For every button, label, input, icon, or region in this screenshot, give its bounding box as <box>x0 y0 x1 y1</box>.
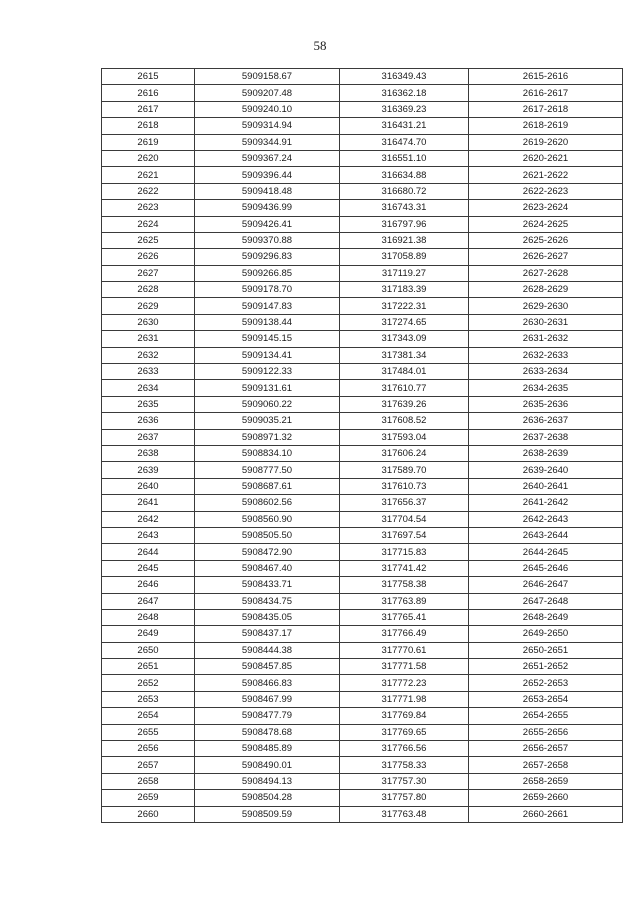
x-coordinate-cell: 5909147.83 <box>195 298 340 314</box>
point-number-cell: 2629 <box>102 298 195 314</box>
table-row <box>102 265 623 281</box>
x-coordinate-cell: 5909145.15 <box>195 331 340 347</box>
y-coordinate-cell: 317639.26 <box>340 396 469 412</box>
x-coordinate-cell: 5908433.71 <box>195 577 340 593</box>
y-coordinate-cell: 317741.42 <box>340 560 469 576</box>
y-coordinate-cell: 317771.98 <box>340 691 469 707</box>
point-number-cell: 2615 <box>102 69 195 85</box>
x-coordinate-cell: 5908971.32 <box>195 429 340 445</box>
table-row <box>102 69 623 85</box>
segment-cell: 2632-2633 <box>469 347 623 363</box>
table-row <box>102 167 623 183</box>
segment-cell: 2627-2628 <box>469 265 623 281</box>
segment-cell: 2654-2655 <box>469 708 623 724</box>
x-coordinate-cell: 5908434.75 <box>195 593 340 609</box>
segment-cell: 2649-2650 <box>469 626 623 642</box>
page-number: 58 <box>313 38 327 53</box>
x-coordinate-cell: 5909035.21 <box>195 413 340 429</box>
segment-cell: 2648-2649 <box>469 609 623 625</box>
point-number-cell: 2652 <box>102 675 195 691</box>
x-coordinate-cell: 5908687.61 <box>195 478 340 494</box>
segment-cell: 2645-2646 <box>469 560 623 576</box>
segment-cell: 2618-2619 <box>469 118 623 134</box>
point-number-cell: 2642 <box>102 511 195 527</box>
table-row <box>102 216 623 232</box>
x-coordinate-cell: 5909370.88 <box>195 232 340 248</box>
point-number-cell: 2656 <box>102 741 195 757</box>
coordinates-table-body <box>102 69 623 823</box>
y-coordinate-cell: 317119.27 <box>340 265 469 281</box>
y-coordinate-cell: 317610.73 <box>340 478 469 494</box>
table-row <box>102 527 623 543</box>
table-row <box>102 298 623 314</box>
x-coordinate-cell: 5909418.48 <box>195 183 340 199</box>
y-coordinate-cell: 317274.65 <box>340 314 469 330</box>
x-coordinate-cell: 5909426.41 <box>195 216 340 232</box>
y-coordinate-cell: 316349.43 <box>340 69 469 85</box>
table-row <box>102 462 623 478</box>
point-number-cell: 2624 <box>102 216 195 232</box>
table-row <box>102 364 623 380</box>
y-coordinate-cell: 317769.65 <box>340 724 469 740</box>
segment-cell: 2630-2631 <box>469 314 623 330</box>
point-number-cell: 2651 <box>102 659 195 675</box>
point-number-cell: 2633 <box>102 364 195 380</box>
y-coordinate-cell: 317715.83 <box>340 544 469 560</box>
table-row <box>102 429 623 445</box>
segment-cell: 2638-2639 <box>469 445 623 461</box>
table-row <box>102 724 623 740</box>
table-row <box>102 560 623 576</box>
y-coordinate-cell: 317769.84 <box>340 708 469 724</box>
x-coordinate-cell: 5908504.28 <box>195 790 340 806</box>
point-number-cell: 2625 <box>102 232 195 248</box>
table-row <box>102 577 623 593</box>
x-coordinate-cell: 5908467.99 <box>195 691 340 707</box>
point-number-cell: 2640 <box>102 478 195 494</box>
table-row <box>102 183 623 199</box>
y-coordinate-cell: 317765.41 <box>340 609 469 625</box>
segment-cell: 2660-2661 <box>469 806 623 822</box>
table-row <box>102 85 623 101</box>
point-number-cell: 2655 <box>102 724 195 740</box>
segment-cell: 2659-2660 <box>469 790 623 806</box>
point-number-cell: 2631 <box>102 331 195 347</box>
segment-cell: 2622-2623 <box>469 183 623 199</box>
segment-cell: 2634-2635 <box>469 380 623 396</box>
x-coordinate-cell: 5909266.85 <box>195 265 340 281</box>
segment-cell: 2623-2624 <box>469 200 623 216</box>
table-row <box>102 134 623 150</box>
y-coordinate-cell: 317763.48 <box>340 806 469 822</box>
point-number-cell: 2626 <box>102 249 195 265</box>
segment-cell: 2624-2625 <box>469 216 623 232</box>
x-coordinate-cell: 5908466.83 <box>195 675 340 691</box>
point-number-cell: 2648 <box>102 609 195 625</box>
y-coordinate-cell: 316474.70 <box>340 134 469 150</box>
point-number-cell: 2632 <box>102 347 195 363</box>
x-coordinate-cell: 5909178.70 <box>195 282 340 298</box>
point-number-cell: 2644 <box>102 544 195 560</box>
point-number-cell: 2654 <box>102 708 195 724</box>
table-row <box>102 232 623 248</box>
table-row <box>102 593 623 609</box>
point-number-cell: 2647 <box>102 593 195 609</box>
point-number-cell: 2645 <box>102 560 195 576</box>
x-coordinate-cell: 5909134.41 <box>195 347 340 363</box>
x-coordinate-cell: 5908477.79 <box>195 708 340 724</box>
table-row <box>102 118 623 134</box>
point-number-cell: 2627 <box>102 265 195 281</box>
table-row <box>102 249 623 265</box>
x-coordinate-cell: 5909207.48 <box>195 85 340 101</box>
y-coordinate-cell: 317758.38 <box>340 577 469 593</box>
y-coordinate-cell: 316369.23 <box>340 101 469 117</box>
x-coordinate-cell: 5908437.17 <box>195 626 340 642</box>
segment-cell: 2635-2636 <box>469 396 623 412</box>
y-coordinate-cell: 317697.54 <box>340 527 469 543</box>
point-number-cell: 2636 <box>102 413 195 429</box>
x-coordinate-cell: 5908834.10 <box>195 445 340 461</box>
segment-cell: 2653-2654 <box>469 691 623 707</box>
table-row <box>102 757 623 773</box>
segment-cell: 2658-2659 <box>469 773 623 789</box>
table-row <box>102 708 623 724</box>
point-number-cell: 2616 <box>102 85 195 101</box>
y-coordinate-cell: 317763.89 <box>340 593 469 609</box>
y-coordinate-cell: 316797.96 <box>340 216 469 232</box>
point-number-cell: 2650 <box>102 642 195 658</box>
segment-cell: 2637-2638 <box>469 429 623 445</box>
x-coordinate-cell: 5909131.61 <box>195 380 340 396</box>
table-row <box>102 314 623 330</box>
segment-cell: 2629-2630 <box>469 298 623 314</box>
segment-cell: 2657-2658 <box>469 757 623 773</box>
table-row <box>102 806 623 822</box>
y-coordinate-cell: 316634.88 <box>340 167 469 183</box>
x-coordinate-cell: 5908560.90 <box>195 511 340 527</box>
y-coordinate-cell: 317757.30 <box>340 773 469 789</box>
table-row <box>102 396 623 412</box>
x-coordinate-cell: 5908478.68 <box>195 724 340 740</box>
point-number-cell: 2619 <box>102 134 195 150</box>
y-coordinate-cell: 317484.01 <box>340 364 469 380</box>
segment-cell: 2646-2647 <box>469 577 623 593</box>
table-row <box>102 609 623 625</box>
point-number-cell: 2659 <box>102 790 195 806</box>
y-coordinate-cell: 317771.58 <box>340 659 469 675</box>
point-number-cell: 2660 <box>102 806 195 822</box>
segment-cell: 2626-2627 <box>469 249 623 265</box>
x-coordinate-cell: 5908485.89 <box>195 741 340 757</box>
x-coordinate-cell: 5909240.10 <box>195 101 340 117</box>
segment-cell: 2636-2637 <box>469 413 623 429</box>
x-coordinate-cell: 5909060.22 <box>195 396 340 412</box>
point-number-cell: 2628 <box>102 282 195 298</box>
x-coordinate-cell: 5908457.85 <box>195 659 340 675</box>
x-coordinate-cell: 5908509.59 <box>195 806 340 822</box>
y-coordinate-cell: 316551.10 <box>340 150 469 166</box>
x-coordinate-cell: 5909138.44 <box>195 314 340 330</box>
point-number-cell: 2643 <box>102 527 195 543</box>
x-coordinate-cell: 5909122.33 <box>195 364 340 380</box>
point-number-cell: 2623 <box>102 200 195 216</box>
coordinates-table <box>101 68 623 823</box>
point-number-cell: 2649 <box>102 626 195 642</box>
segment-cell: 2639-2640 <box>469 462 623 478</box>
x-coordinate-cell: 5909367.24 <box>195 150 340 166</box>
y-coordinate-cell: 317058.89 <box>340 249 469 265</box>
point-number-cell: 2618 <box>102 118 195 134</box>
y-coordinate-cell: 317758.33 <box>340 757 469 773</box>
point-number-cell: 2657 <box>102 757 195 773</box>
segment-cell: 2619-2620 <box>469 134 623 150</box>
point-number-cell: 2637 <box>102 429 195 445</box>
segment-cell: 2620-2621 <box>469 150 623 166</box>
table-row <box>102 331 623 347</box>
y-coordinate-cell: 317770.61 <box>340 642 469 658</box>
x-coordinate-cell: 5908777.50 <box>195 462 340 478</box>
point-number-cell: 2635 <box>102 396 195 412</box>
table-row <box>102 200 623 216</box>
x-coordinate-cell: 5909396.44 <box>195 167 340 183</box>
point-number-cell: 2620 <box>102 150 195 166</box>
y-coordinate-cell: 316680.72 <box>340 183 469 199</box>
segment-cell: 2621-2622 <box>469 167 623 183</box>
y-coordinate-cell: 317606.24 <box>340 445 469 461</box>
segment-cell: 2642-2643 <box>469 511 623 527</box>
table-row <box>102 741 623 757</box>
point-number-cell: 2641 <box>102 495 195 511</box>
segment-cell: 2631-2632 <box>469 331 623 347</box>
segment-cell: 2625-2626 <box>469 232 623 248</box>
point-number-cell: 2634 <box>102 380 195 396</box>
segment-cell: 2615-2616 <box>469 69 623 85</box>
x-coordinate-cell: 5908490.01 <box>195 757 340 773</box>
x-coordinate-cell: 5908435.05 <box>195 609 340 625</box>
y-coordinate-cell: 317608.52 <box>340 413 469 429</box>
y-coordinate-cell: 316743.31 <box>340 200 469 216</box>
segment-cell: 2656-2657 <box>469 741 623 757</box>
point-number-cell: 2621 <box>102 167 195 183</box>
table-row <box>102 478 623 494</box>
segment-cell: 2644-2645 <box>469 544 623 560</box>
table-row <box>102 544 623 560</box>
table-row <box>102 790 623 806</box>
y-coordinate-cell: 317593.04 <box>340 429 469 445</box>
table-row <box>102 642 623 658</box>
point-number-cell: 2646 <box>102 577 195 593</box>
table-row <box>102 773 623 789</box>
y-coordinate-cell: 317610.77 <box>340 380 469 396</box>
table-row <box>102 150 623 166</box>
point-number-cell: 2630 <box>102 314 195 330</box>
segment-cell: 2651-2652 <box>469 659 623 675</box>
y-coordinate-cell: 317222.31 <box>340 298 469 314</box>
segment-cell: 2640-2641 <box>469 478 623 494</box>
y-coordinate-cell: 317381.34 <box>340 347 469 363</box>
y-coordinate-cell: 317343.09 <box>340 331 469 347</box>
point-number-cell: 2653 <box>102 691 195 707</box>
table-row <box>102 101 623 117</box>
y-coordinate-cell: 317757.80 <box>340 790 469 806</box>
x-coordinate-cell: 5908444.38 <box>195 642 340 658</box>
point-number-cell: 2638 <box>102 445 195 461</box>
x-coordinate-cell: 5908602.56 <box>195 495 340 511</box>
y-coordinate-cell: 317766.56 <box>340 741 469 757</box>
y-coordinate-cell: 316362.18 <box>340 85 469 101</box>
y-coordinate-cell: 317772.23 <box>340 675 469 691</box>
segment-cell: 2655-2656 <box>469 724 623 740</box>
table-row <box>102 626 623 642</box>
y-coordinate-cell: 317183.39 <box>340 282 469 298</box>
x-coordinate-cell: 5909314.94 <box>195 118 340 134</box>
point-number-cell: 2639 <box>102 462 195 478</box>
segment-cell: 2617-2618 <box>469 101 623 117</box>
y-coordinate-cell: 317766.49 <box>340 626 469 642</box>
segment-cell: 2647-2648 <box>469 593 623 609</box>
x-coordinate-cell: 5908494.13 <box>195 773 340 789</box>
y-coordinate-cell: 317656.37 <box>340 495 469 511</box>
segment-cell: 2628-2629 <box>469 282 623 298</box>
x-coordinate-cell: 5908467.40 <box>195 560 340 576</box>
x-coordinate-cell: 5908505.50 <box>195 527 340 543</box>
segment-cell: 2652-2653 <box>469 675 623 691</box>
x-coordinate-cell: 5909436.99 <box>195 200 340 216</box>
table-row <box>102 380 623 396</box>
x-coordinate-cell: 5909344.91 <box>195 134 340 150</box>
table-row <box>102 282 623 298</box>
point-number-cell: 2622 <box>102 183 195 199</box>
y-coordinate-cell: 316921.38 <box>340 232 469 248</box>
point-number-cell: 2658 <box>102 773 195 789</box>
table-row <box>102 347 623 363</box>
table-row <box>102 675 623 691</box>
table-row <box>102 691 623 707</box>
x-coordinate-cell: 5909158.67 <box>195 69 340 85</box>
segment-cell: 2633-2634 <box>469 364 623 380</box>
point-number-cell: 2617 <box>102 101 195 117</box>
table-row <box>102 413 623 429</box>
x-coordinate-cell: 5908472.90 <box>195 544 340 560</box>
table-row <box>102 445 623 461</box>
table-row <box>102 495 623 511</box>
y-coordinate-cell: 316431.21 <box>340 118 469 134</box>
segment-cell: 2650-2651 <box>469 642 623 658</box>
segment-cell: 2616-2617 <box>469 85 623 101</box>
segment-cell: 2641-2642 <box>469 495 623 511</box>
y-coordinate-cell: 317704.54 <box>340 511 469 527</box>
y-coordinate-cell: 317589.70 <box>340 462 469 478</box>
segment-cell: 2643-2644 <box>469 527 623 543</box>
table-row <box>102 659 623 675</box>
table-row <box>102 511 623 527</box>
x-coordinate-cell: 5909296.83 <box>195 249 340 265</box>
